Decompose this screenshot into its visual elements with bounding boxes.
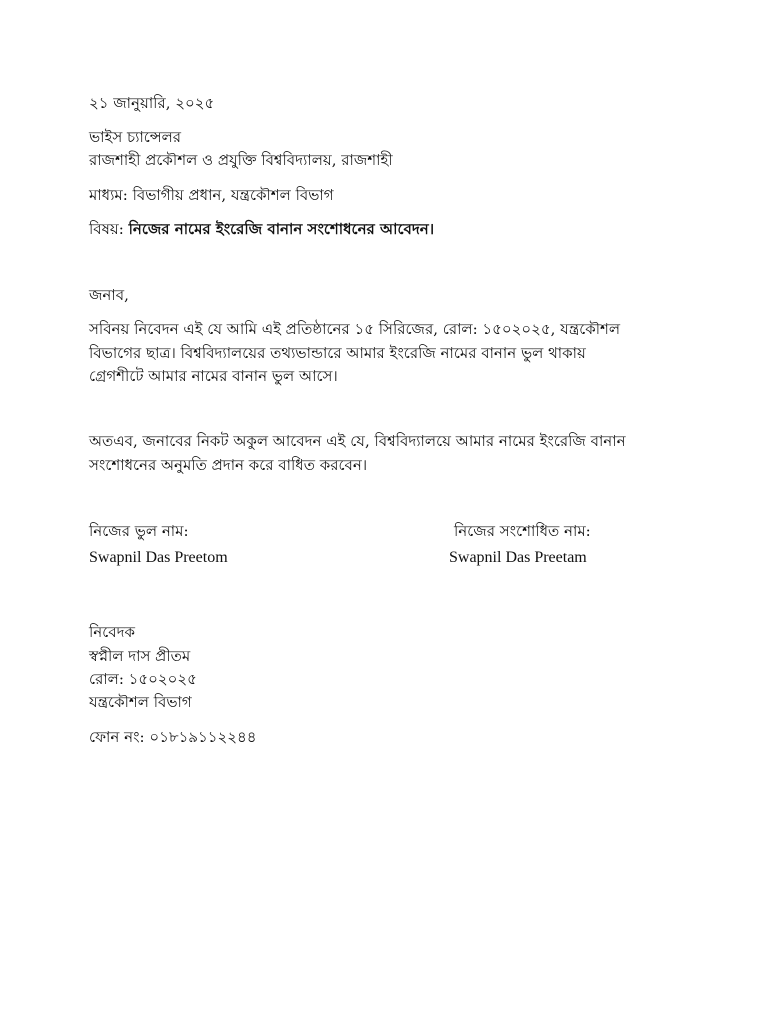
signature-roll: রোল: ১৫০২০২৫ — [89, 670, 197, 688]
subject-line — [89, 218, 434, 241]
signature-department: যন্ত্রকৌশল বিভাগ — [89, 693, 192, 711]
subject-text: নিজের নামের ইংরেজি বানান সংশোধনের আবেদন। — [128, 220, 435, 238]
body-paragraph-2-line: অতএব, জনাবের নিকট অকুল আবেদন এই যে, বিশ্ববিদ্যালয়ে আমার নামের ইংরেজি বানান — [89, 432, 626, 450]
signature-heading: নিবেদক — [89, 623, 135, 641]
wrong-name-value: Swapnil Das Preetom — [89, 549, 228, 566]
corrected-name-label: নিজের সংশোধিত নাম: — [454, 522, 591, 540]
recipient-title: ভাইস চ্যান্সেলর — [89, 128, 182, 146]
letter-date: ২১ জানুয়ারি, ২০২৫ — [89, 94, 215, 112]
recipient-institution: রাজশাহী প্রকৌশল ও প্রযুক্তি বিশ্ববিদ্যালয়, রাজশাহী — [89, 151, 393, 169]
corrected-name-value: Swapnil Das Preetam — [449, 549, 587, 566]
via-line: মাধ্যম: বিভাগীয় প্রধান, যন্ত্রকৌশল বিভাগ — [89, 186, 334, 204]
salutation: জনাব, — [89, 286, 129, 304]
body-paragraph-1-line: বিভাগের ছাত্র। বিশ্ববিদ্যালয়ের তথ্যভান্ডারে আমার ইংরেজি নামের বানান ভুল থাকায় — [89, 343, 586, 362]
subject-label: বিষয়: — [89, 220, 124, 238]
body-paragraph-1-line: গ্রেগশীটে আমার নামের বানান ভুল আসে। — [89, 367, 338, 385]
body-paragraph-2-line: সংশোধনের অনুমতি প্রদান করে বাধিত করবেন। — [89, 455, 368, 474]
wrong-name-label: নিজের ভুল নাম: — [89, 522, 189, 540]
body-paragraph-1-line: সবিনয় নিবেদন এই যে আমি এই প্রতিষ্ঠানের ১৫ সিরিজের, রোল: ১৫০২০২৫, যন্ত্রকৌশল — [89, 320, 621, 338]
signature-name: স্বপ্নীল দাস প্রীতম — [89, 647, 191, 665]
body-paragraph-2 — [89, 430, 654, 477]
body-paragraph-1 — [89, 318, 654, 389]
signature-phone: ফোন নং: ০১৮১৯১১২২৪৪ — [89, 728, 257, 746]
